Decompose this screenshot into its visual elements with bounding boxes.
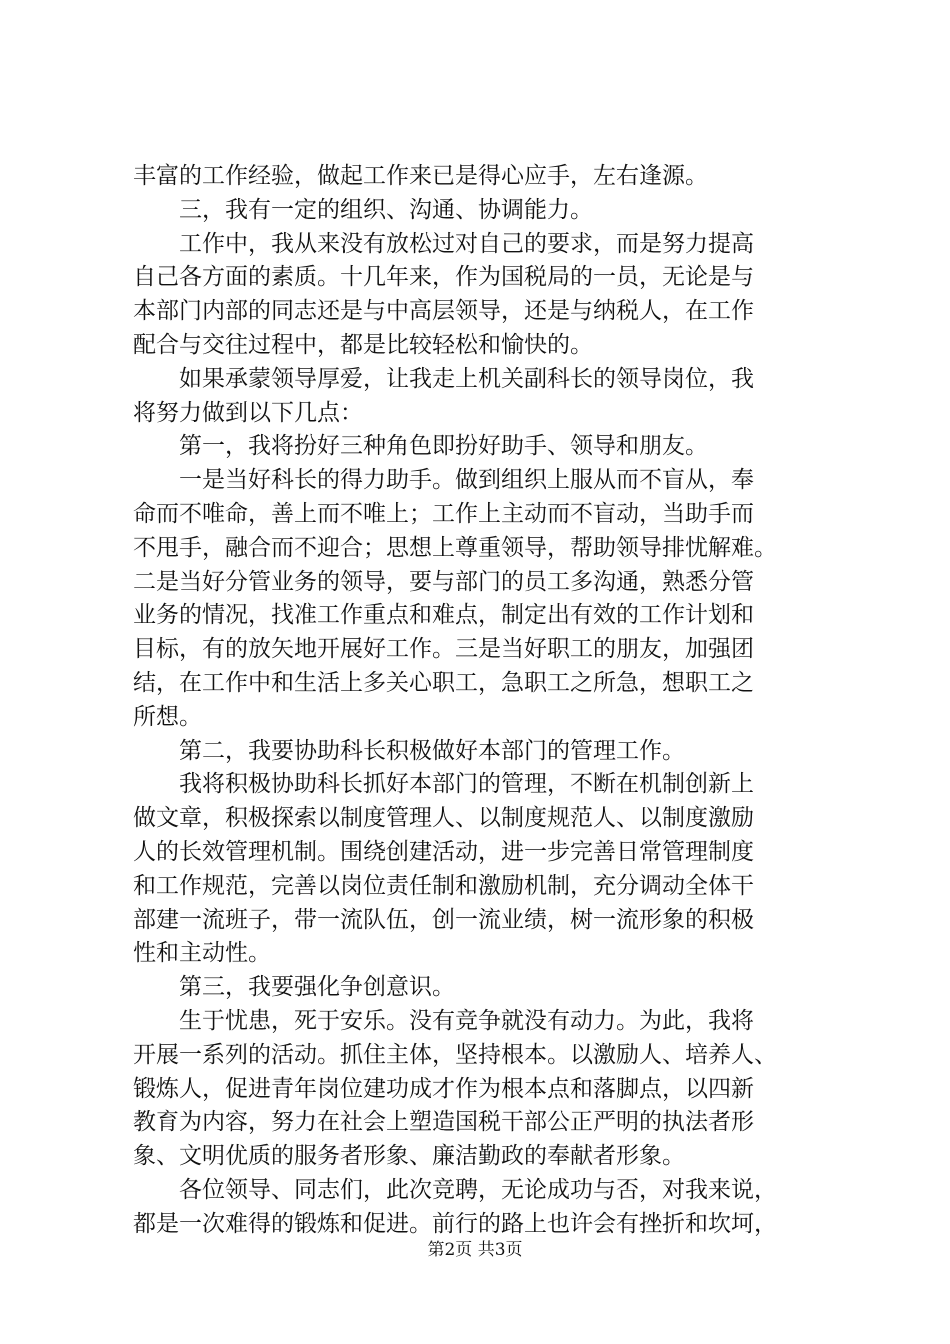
text-line: 都是一次难得的锻炼和促进。前行的路上也许会有挫折和坎坷， — [133, 1210, 777, 1237]
text-line: 开展一系列的活动。抓住主体，坚持根本。以激励人、培养人、 — [133, 1041, 777, 1068]
text-line: 部建一流班子，带一流队伍，创一流业绩，树一流形象的积极 — [133, 906, 754, 933]
text-line: 象、文明优质的服务者形象、廉洁勤政的奉献者形象。 — [133, 1143, 685, 1170]
text-line: 二是当好分管业务的领导，要与部门的员工多沟通，熟悉分管 — [133, 568, 754, 595]
text-line: 我将积极协助科长抓好本部门的管理，不断在机制创新上 — [179, 771, 754, 798]
text-line: 自己各方面的素质。十几年来，作为国税局的一员，无论是与 — [133, 264, 754, 291]
text-line: 各位领导、同志们，此次竞聘，无论成功与否，对我来说， — [179, 1176, 777, 1203]
text-line: 第三，我要强化争创意识。 — [179, 974, 455, 1001]
text-line: 和工作规范，完善以岗位责任制和激励机制，充分调动全体干 — [133, 872, 754, 899]
text-line: 配合与交往过程中，都是比较轻松和愉快的。 — [133, 331, 593, 358]
text-line: 丰富的工作经验，做起工作来已是得心应手，左右逢源。 — [133, 163, 708, 189]
text-line: 一是当好科长的得力助手。做到组织上服从而不盲从，奉 — [179, 467, 754, 494]
text-line: 性和主动性。 — [133, 940, 271, 967]
text-line: 将努力做到以下几点： — [133, 399, 363, 426]
document-body — [133, 160, 833, 1242]
text-line: 所想。 — [133, 703, 202, 730]
text-line: 锻炼人，促进青年岗位建功成才作为根本点和落脚点，以四新 — [133, 1075, 754, 1102]
text-line: 结，在工作中和生活上多关心职工，急职工之所急，想职工之 — [133, 669, 754, 696]
text-line: 如果承蒙领导厚爱，让我走上机关副科长的领导岗位，我 — [179, 365, 754, 392]
text-line: 做文章，积极探索以制度管理人、以制度规范人、以制度激励 — [133, 805, 754, 832]
text-line: 目标，有的放矢地开展好工作。三是当好职工的朋友，加强团 — [133, 636, 754, 663]
text-line: 人的长效管理机制。围绕创建活动，进一步完善日常管理制度 — [133, 838, 754, 865]
text-line: 业务的情况，找准工作重点和难点，制定出有效的工作计划和 — [133, 602, 754, 629]
page-footer: 第2页 共3页 — [427, 1240, 523, 1260]
text-line: 三，我有一定的组织、沟通、协调能力。 — [179, 196, 593, 223]
text-line: 命而不唯命，善上而不唯上；工作上主动而不盲动，当助手而 — [133, 500, 754, 527]
text-line: 本部门内部的同志还是与中高层领导，还是与纳税人，在工作 — [133, 298, 754, 325]
text-line: 工作中，我从来没有放松过对自己的要求，而是努力提高 — [179, 230, 754, 257]
text-line: 第二，我要协助科长积极做好本部门的管理工作。 — [179, 737, 685, 764]
text-line: 不甩手，融合而不迎合；思想上尊重领导，帮助领导排忧解难。 — [133, 534, 777, 561]
text-line: 第一，我将扮好三种角色即扮好助手、领导和朋友。 — [179, 433, 708, 460]
text-line: 生于忧患，死于安乐。没有竞争就没有动力。为此，我将 — [179, 1007, 754, 1034]
text-line: 教育为内容，努力在社会上塑造国税干部公正严明的执法者形 — [133, 1109, 754, 1136]
